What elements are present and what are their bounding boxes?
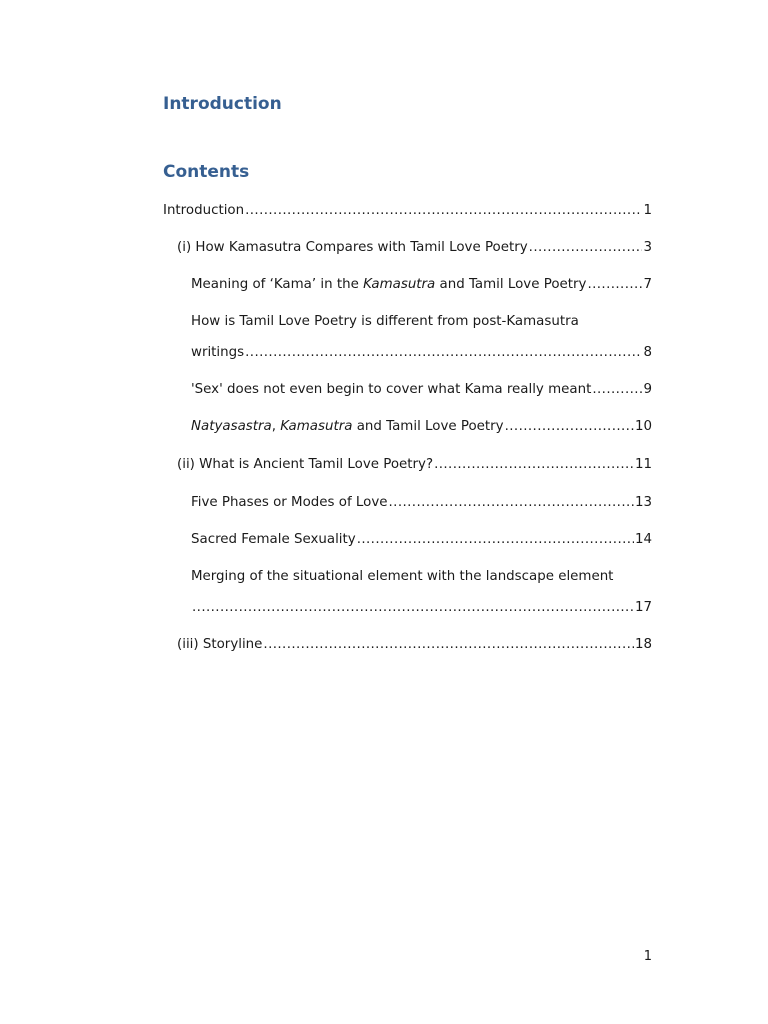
toc-entry-sacred-female[interactable] (191, 532, 652, 548)
toc-entry-title: (i) How Kamasutra Compares with Tamil Love Poetry (177, 240, 528, 255)
toc-entry-page: 14 (634, 532, 652, 547)
toc-entry-title-suffix: and Tamil Love Poetry (352, 419, 504, 434)
toc-entry-title-suffix: and Tamil Love Poetry (435, 277, 587, 292)
toc-entry-page: 1 (643, 203, 652, 218)
toc-leader-dots (529, 240, 643, 256)
toc-entry-title (191, 277, 586, 293)
introduction-heading: Introduction (163, 94, 282, 114)
toc-entry-title-sep: , (271, 419, 281, 434)
toc-entry-natyasastra[interactable] (191, 419, 652, 435)
toc-entry-page: 9 (643, 382, 652, 397)
toc-entry-title-italic: Kamasutra (363, 277, 436, 292)
contents-heading: Contents (163, 162, 250, 182)
toc-entry-title: (iii) Storyline (177, 637, 263, 652)
toc-entry-page: 10 (634, 419, 652, 434)
page-number: 1 (643, 949, 652, 964)
toc-leader-dots (434, 457, 634, 473)
toc-entry-how-different-line1[interactable]: How is Tamil Love Poetry is different from post-Kamasutra (191, 314, 579, 329)
toc-entry-merging-line1[interactable]: Merging of the situational element with the landscape element (191, 569, 614, 584)
toc-entry-page: 18 (634, 637, 652, 652)
toc-leader-dots (245, 345, 642, 361)
toc-entry-five-phases[interactable] (191, 495, 652, 511)
toc-entry-title: Introduction (163, 203, 245, 218)
toc-entry-page: 3 (643, 240, 652, 255)
toc-entry-merging[interactable] (191, 600, 652, 616)
toc-leader-dots (592, 382, 642, 398)
toc-entry-title: Sacred Female Sexuality (191, 532, 356, 547)
toc-entry-page: 17 (634, 600, 652, 615)
toc-leader-dots (245, 203, 642, 219)
toc-entry-storyline[interactable] (177, 637, 652, 653)
toc-entry-title: 'Sex' does not even begin to cover what Kama really meant (191, 382, 592, 397)
toc-entry-title (191, 419, 504, 435)
toc-leader-dots (587, 277, 642, 293)
toc-entry-meaning-of-kama[interactable] (191, 277, 652, 293)
toc-entry-what-is-ancient[interactable] (177, 457, 652, 473)
toc-entry-title-italic-1: Natyasastra (191, 419, 272, 434)
toc-entry-title-italic-2: Kamasutra (280, 419, 353, 434)
toc-entry-introduction[interactable] (163, 203, 652, 219)
toc-leader-dots (505, 419, 634, 435)
toc-leader-dots (263, 637, 634, 653)
toc-leader-dots (389, 495, 634, 511)
toc-entry-page: 13 (634, 495, 652, 510)
toc-leader-dots (357, 532, 634, 548)
toc-entry-how-different[interactable] (191, 345, 652, 361)
toc-entry-page: 11 (634, 457, 652, 472)
toc-entry-title: Five Phases or Modes of Love (191, 495, 388, 510)
toc-entry-sex-not-cover[interactable] (191, 382, 652, 398)
toc-entry-title-prefix: Meaning of ‘Kama’ in the (191, 277, 364, 292)
toc-leader-dots (192, 600, 634, 616)
toc-entry-kamasutra-compares[interactable] (177, 240, 652, 256)
toc-entry-page: 7 (643, 277, 652, 292)
toc-entry-page: 8 (643, 345, 652, 360)
toc-entry-title: writings (191, 345, 245, 360)
toc-entry-title: (ii) What is Ancient Tamil Love Poetry? (177, 457, 434, 472)
